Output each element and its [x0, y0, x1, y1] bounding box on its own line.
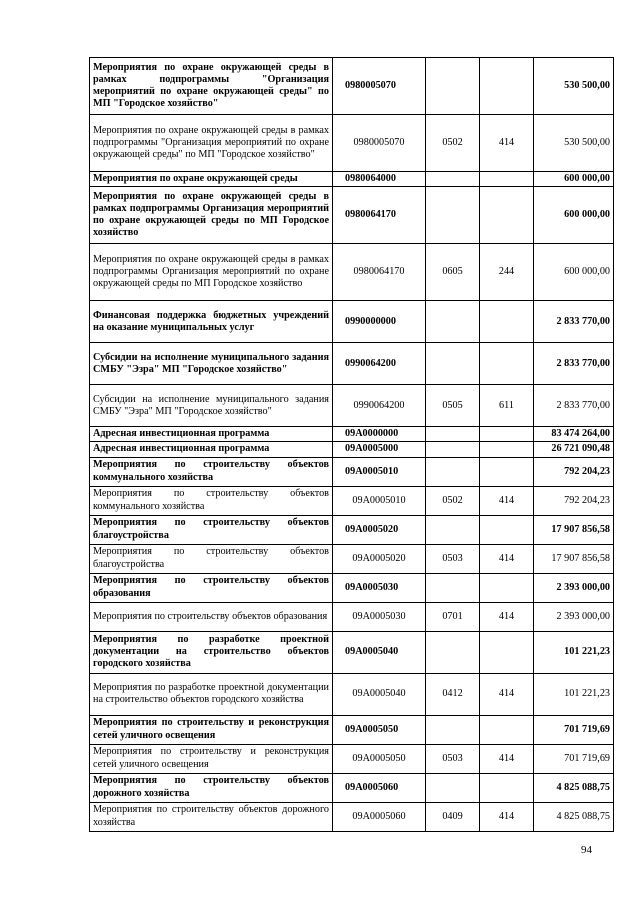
- row-section-cell: [426, 631, 480, 673]
- row-type-cell: [480, 715, 534, 744]
- row-code-cell: 0990064200: [333, 343, 426, 385]
- row-sum-cell: 83 474 264,00: [534, 427, 614, 442]
- row-type-cell: [480, 773, 534, 802]
- row-type-cell: [480, 515, 534, 544]
- row-code-cell: 09А0005000: [333, 442, 426, 457]
- row-name-cell: Мероприятия по охране окружающей среды в рамках подпрограммы "Организация мероприятий по охране окружающей среды" по МП "Городское хозяйство": [90, 58, 333, 115]
- row-section-cell: [426, 172, 480, 187]
- table-row: [90, 515, 614, 544]
- table-row: [90, 744, 614, 773]
- row-name-cell: Финансовая поддержка бюджетных учреждений на оказание муниципальных услуг: [90, 301, 333, 343]
- row-type-cell: [480, 172, 534, 187]
- table-row: [90, 573, 614, 602]
- row-sum-cell: 530 500,00: [534, 115, 614, 172]
- row-type-cell: 414: [480, 486, 534, 515]
- row-section-cell: 0503: [426, 744, 480, 773]
- table-row: [90, 457, 614, 486]
- table-row: [90, 172, 614, 187]
- row-type-cell: 414: [480, 744, 534, 773]
- row-code-cell: 0990064200: [333, 385, 426, 427]
- row-section-cell: [426, 427, 480, 442]
- row-section-cell: [426, 773, 480, 802]
- row-section-cell: 0605: [426, 244, 480, 301]
- row-sum-cell: 792 204,23: [534, 486, 614, 515]
- row-name-cell: Мероприятия по строительству и реконструкция сетей уличного освещения: [90, 744, 333, 773]
- row-sum-cell: 101 221,23: [534, 673, 614, 715]
- row-code-cell: 09А0005030: [333, 602, 426, 631]
- row-code-cell: 09А0005050: [333, 715, 426, 744]
- table-row: [90, 802, 614, 831]
- row-name-cell: Адресная инвестиционная программа: [90, 427, 333, 442]
- table-row: [90, 427, 614, 442]
- row-type-cell: [480, 442, 534, 457]
- row-sum-cell: 701 719,69: [534, 715, 614, 744]
- row-section-cell: [426, 187, 480, 244]
- row-name-cell: Адресная инвестиционная программа: [90, 442, 333, 457]
- row-sum-cell: 17 907 856,58: [534, 544, 614, 573]
- row-code-cell: 0980064000: [333, 172, 426, 187]
- row-code-cell: 0990000000: [333, 301, 426, 343]
- row-name-cell: Субсидии на исполнение муниципального задания СМБУ "Эзра" МП "Городское хозяйство": [90, 343, 333, 385]
- row-sum-cell: 600 000,00: [534, 187, 614, 244]
- table-row: [90, 244, 614, 301]
- table-row: [90, 631, 614, 673]
- table-row: [90, 773, 614, 802]
- row-name-cell: Мероприятия по строительству объектов образования: [90, 573, 333, 602]
- row-type-cell: 244: [480, 244, 534, 301]
- row-sum-cell: 101 221,23: [534, 631, 614, 673]
- row-sum-cell: 600 000,00: [534, 244, 614, 301]
- table-row: [90, 544, 614, 573]
- row-code-cell: 0980005070: [333, 58, 426, 115]
- row-type-cell: [480, 457, 534, 486]
- row-code-cell: 0980064170: [333, 187, 426, 244]
- row-sum-cell: 17 907 856,58: [534, 515, 614, 544]
- table-row: [90, 715, 614, 744]
- row-section-cell: 0503: [426, 544, 480, 573]
- page-number: 94: [581, 844, 592, 856]
- row-code-cell: 09А0000000: [333, 427, 426, 442]
- row-code-cell: 09А0005050: [333, 744, 426, 773]
- table-row: [90, 673, 614, 715]
- table-row: [90, 115, 614, 172]
- row-section-cell: 0502: [426, 115, 480, 172]
- row-name-cell: Мероприятия по строительству объектов благоустройства: [90, 515, 333, 544]
- row-code-cell: 09А0005010: [333, 486, 426, 515]
- row-section-cell: 0412: [426, 673, 480, 715]
- row-sum-cell: 26 721 090,48: [534, 442, 614, 457]
- table-row: [90, 486, 614, 515]
- row-code-cell: 09А0005020: [333, 515, 426, 544]
- row-type-cell: 414: [480, 544, 534, 573]
- row-code-cell: 09А0005030: [333, 573, 426, 602]
- row-section-cell: 0505: [426, 385, 480, 427]
- row-sum-cell: 2 393 000,00: [534, 573, 614, 602]
- row-type-cell: [480, 631, 534, 673]
- table-row: [90, 602, 614, 631]
- table-row: [90, 343, 614, 385]
- row-type-cell: 414: [480, 115, 534, 172]
- row-name-cell: Мероприятия по охране окружающей среды в рамках подпрограммы Организация мероприятий по охране окружающей среды по МП Городское хозяйство: [90, 244, 333, 301]
- row-section-cell: 0409: [426, 802, 480, 831]
- row-code-cell: 09А0005060: [333, 773, 426, 802]
- row-section-cell: [426, 457, 480, 486]
- row-sum-cell: 792 204,23: [534, 457, 614, 486]
- row-name-cell: Мероприятия по разработке проектной документации на строительство объектов городского хозяйства: [90, 673, 333, 715]
- row-section-cell: [426, 715, 480, 744]
- row-code-cell: 0980005070: [333, 115, 426, 172]
- row-code-cell: 09А0005010: [333, 457, 426, 486]
- row-type-cell: [480, 301, 534, 343]
- row-name-cell: Мероприятия по строительству объектов коммунального хозяйства: [90, 486, 333, 515]
- row-code-cell: 0980064170: [333, 244, 426, 301]
- row-section-cell: 0502: [426, 486, 480, 515]
- row-section-cell: 0701: [426, 602, 480, 631]
- row-name-cell: Мероприятия по охране окружающей среды: [90, 172, 333, 187]
- row-sum-cell: 2 833 770,00: [534, 385, 614, 427]
- row-type-cell: 414: [480, 802, 534, 831]
- row-section-cell: [426, 573, 480, 602]
- row-name-cell: Мероприятия по строительству и реконструкция сетей уличного освещения: [90, 715, 333, 744]
- row-type-cell: 414: [480, 602, 534, 631]
- table-row: [90, 301, 614, 343]
- row-section-cell: [426, 301, 480, 343]
- row-code-cell: 09А0005040: [333, 673, 426, 715]
- row-name-cell: Мероприятия по строительству объектов коммунального хозяйства: [90, 457, 333, 486]
- row-name-cell: Субсидии на исполнение муниципального задания СМБУ "Эзра" МП "Городское хозяйство": [90, 385, 333, 427]
- row-section-cell: [426, 343, 480, 385]
- row-type-cell: [480, 343, 534, 385]
- row-sum-cell: 2 393 000,00: [534, 602, 614, 631]
- row-name-cell: Мероприятия по строительству объектов дорожного хозяйства: [90, 773, 333, 802]
- table-row: [90, 385, 614, 427]
- budget-table-body: [90, 58, 614, 832]
- row-sum-cell: 4 825 088,75: [534, 802, 614, 831]
- row-sum-cell: 2 833 770,00: [534, 343, 614, 385]
- row-code-cell: 09А0005040: [333, 631, 426, 673]
- row-sum-cell: 600 000,00: [534, 172, 614, 187]
- row-section-cell: [426, 442, 480, 457]
- table-row: [90, 58, 614, 115]
- row-name-cell: Мероприятия по строительству объектов дорожного хозяйства: [90, 802, 333, 831]
- table-row: [90, 442, 614, 457]
- row-code-cell: 09А0005020: [333, 544, 426, 573]
- row-name-cell: Мероприятия по охране окружающей среды в рамках подпрограммы Организация мероприятий по охране окружающей среды по МП Городское хозяйство: [90, 187, 333, 244]
- row-sum-cell: 701 719,69: [534, 744, 614, 773]
- row-code-cell: 09А0005060: [333, 802, 426, 831]
- row-sum-cell: 2 833 770,00: [534, 301, 614, 343]
- row-sum-cell: 4 825 088,75: [534, 773, 614, 802]
- row-type-cell: 611: [480, 385, 534, 427]
- row-section-cell: [426, 515, 480, 544]
- row-name-cell: Мероприятия по охране окружающей среды в рамках подпрограммы "Организация мероприятий по охране окружающей среды" по МП "Городское хозяйство": [90, 115, 333, 172]
- row-type-cell: 414: [480, 673, 534, 715]
- row-type-cell: [480, 58, 534, 115]
- budget-table: [89, 57, 614, 832]
- row-name-cell: Мероприятия по строительству объектов образования: [90, 602, 333, 631]
- row-type-cell: [480, 573, 534, 602]
- row-name-cell: Мероприятия по разработке проектной документации на строительство объектов городского хозяйства: [90, 631, 333, 673]
- row-type-cell: [480, 427, 534, 442]
- row-type-cell: [480, 187, 534, 244]
- row-section-cell: [426, 58, 480, 115]
- table-row: [90, 187, 614, 244]
- row-sum-cell: 530 500,00: [534, 58, 614, 115]
- row-name-cell: Мероприятия по строительству объектов благоустройства: [90, 544, 333, 573]
